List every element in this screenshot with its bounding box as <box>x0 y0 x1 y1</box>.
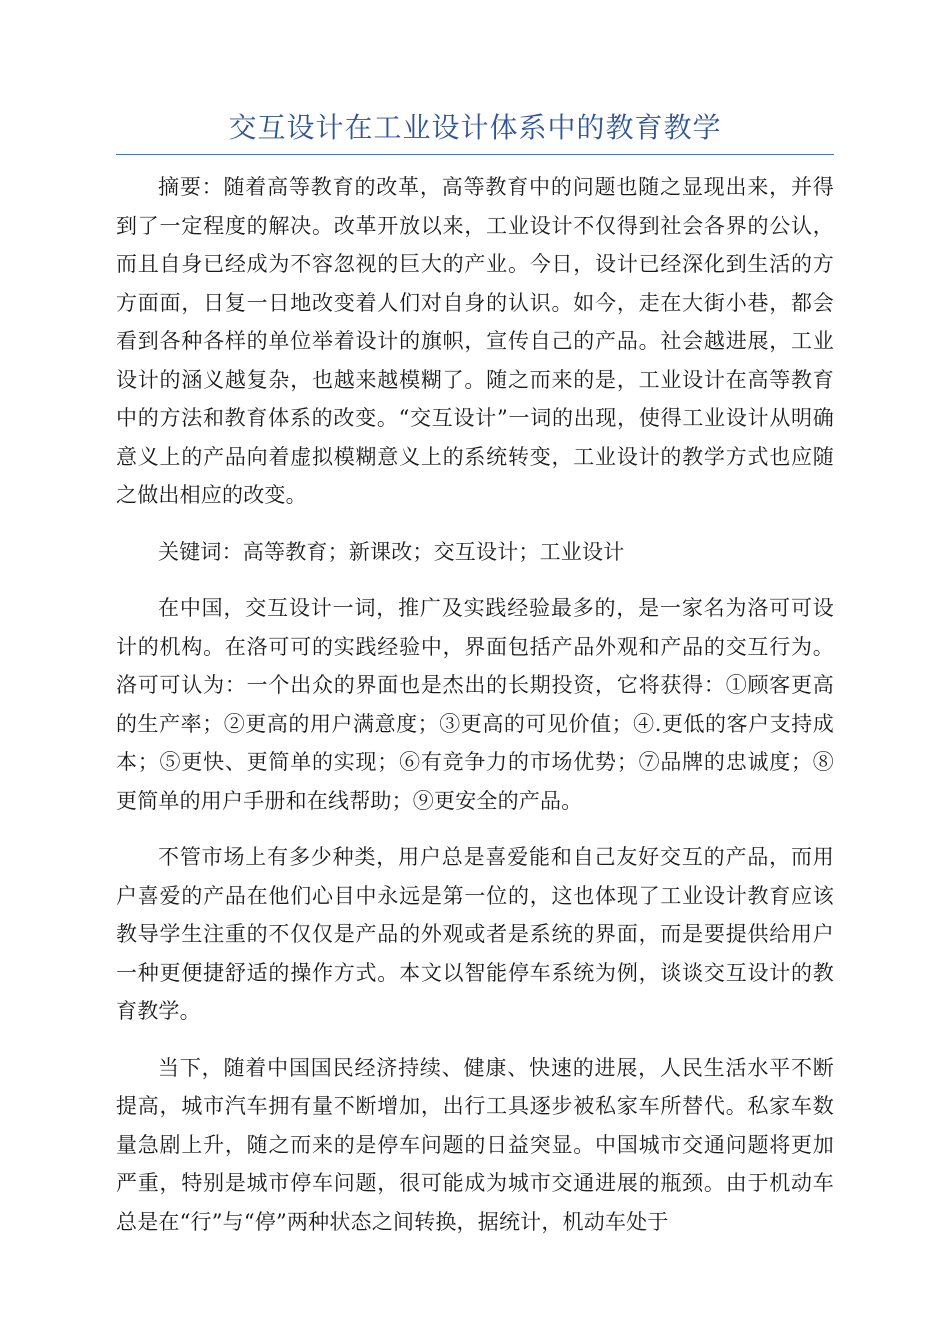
body-paragraph-1: 在中国，交互设计一词，推广及实践经验最多的，是一家名为洛可可设计的机构。在洛可可的实践经验中，界面包括产品外观和产品的交互行为。洛可可认为：一个出众的界面也是杰出的长期投资，它将获得：①顾客更高的生产率；②更高的用户满意度；③更高的可见价值；④.更低的客户支持成本；⑤更快、更简单的实现；⑥有竞争力的市场优势；⑦品牌的忠诚度；⑧更简单的用户手册和在线帮助；⑨更安全的产品。 <box>116 596 834 813</box>
document-body <box>116 168 834 1259</box>
document-title: 交互设计在工业设计体系中的教育教学 <box>228 111 722 144</box>
body-paragraph-2: 不管市场上有多少种类，用户总是喜爱能和自己友好交互的产品，而用户喜爱的产品在他们心目中永远是第一位的，这也体现了工业设计教育应该教导学生注重的不仅仅是产品的外观或者是系统的界面，而是要提供给用户一种更便捷舒适的操作方式。本文以智能停车系统为例，谈谈交互设计的教育教学。 <box>116 845 834 1023</box>
keywords-paragraph: 关键词：高等教育；新课改；交互设计；工业设计 <box>158 539 625 564</box>
title-underline <box>116 154 834 155</box>
body-paragraph-3: 当下，随着中国国民经济持续、健康、快速的进展，人民生活水平不断提高，城市汽车拥有量不断增加，出行工具逐步被私家车所替代。私家车数量急剧上升，随之而来的是停车问题的日益突显。中国城市交通问题将更加严重，特别是城市停车问题，很可能成为城市交通进展的瓶颈。由于机动车总是在“行”与“停”两种状态之间转换，据统计，机动车处于 <box>116 1055 834 1234</box>
abstract-paragraph: 摘要：随着高等教育的改革，高等教育中的问题也随之显现出来，并得到了一定程度的解决。改革开放以来，工业设计不仅得到社会各界的公认，而且自身已经成为不容忽视的巨大的产业。今日，设计已经深化到生活的方方面面，日复一日地改变着人们对自身的认识。如今，走在大街小巷，都会看到各种各样的单位举着设计的旗帜，宣传自己的产品。社会越进展，工业设计的涵义越复杂，也越来越模糊了。随之而来的是，工业设计在高等教育中的方法和教育体系的改变。“交互设计”一词的出现，使得工业设计从明确意义上的产品向着虚拟模糊意义上的系统转变，工业设计的教学方式也应随之做出相应的改变。 <box>116 175 834 507</box>
